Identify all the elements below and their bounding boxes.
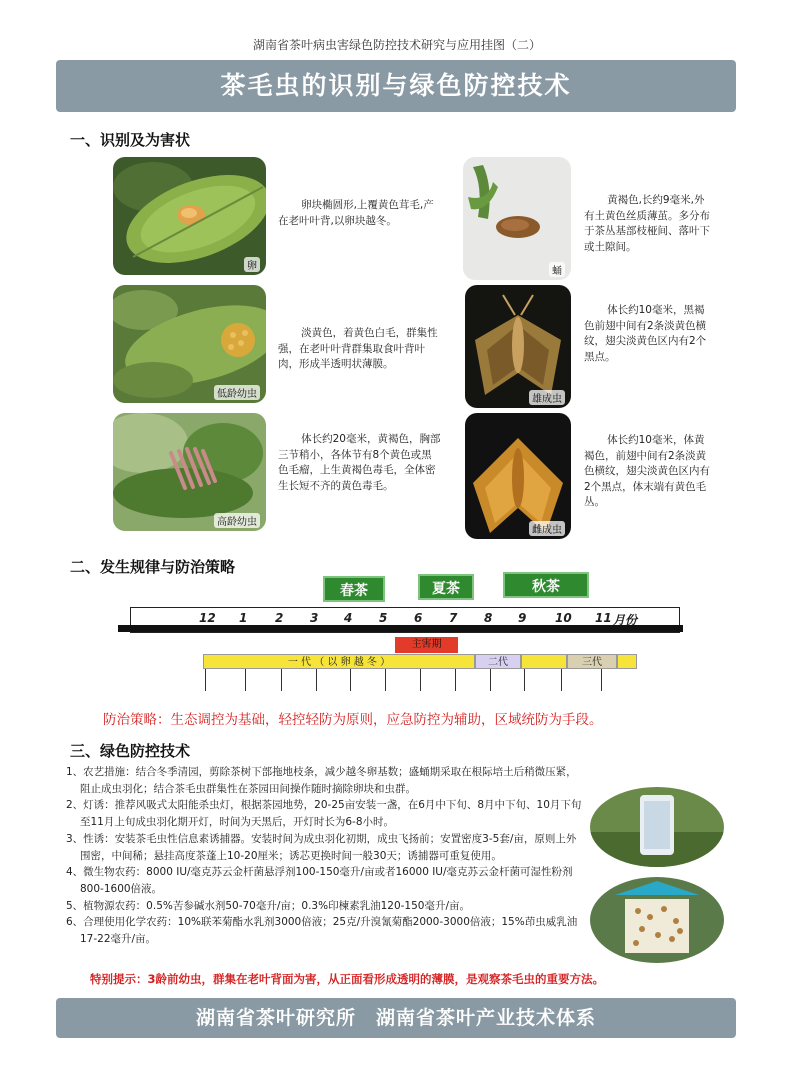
poster-title-banner (56, 60, 736, 112)
poster-subtitle: 湖南省茶叶病虫害绿色防控技术研究与应用挂图（二） (252, 38, 541, 52)
month-label: 6 (414, 611, 423, 625)
method-microbial: 4、微生物农药：8000 IU/毫克苏云金杆菌悬浮剂100-150毫升/亩或者16000 IU/毫克苏云金杆菌可湿性粉剂800-1600倍液。 (66, 866, 573, 895)
month-unit-label: 月份 (613, 613, 638, 627)
photo-label: 卵 (244, 257, 260, 272)
method-botanical: 5、植物源农药：0.5%苦参碱水剂50-70毫升/亩；0.3%印楝素乳油120-150毫升/亩。 (66, 899, 470, 912)
photo-light-trap (590, 787, 724, 867)
photo-old-larva (113, 413, 266, 531)
photo-label: 高龄幼虫 (214, 513, 260, 528)
timeline-tick (455, 669, 456, 691)
month-label: 1 (239, 611, 248, 625)
generation-1: 一 代 （ 以 卵 越 冬 ） (203, 654, 475, 669)
photo-pupa (463, 157, 571, 280)
section-identification-heading: 一、识别及为害状 (70, 131, 191, 149)
photo-male-adult (465, 285, 571, 408)
timeline-tick (245, 669, 246, 691)
season-summer-tea: 夏茶 (418, 574, 474, 600)
timeline-tick (561, 669, 562, 691)
month-label: 11 (595, 611, 612, 625)
timeline-tick (490, 669, 491, 691)
generation-gap (521, 654, 567, 669)
photo-egg (113, 157, 266, 275)
month-label: 3 (310, 611, 319, 625)
photo-label: 雄成虫 (529, 390, 565, 405)
desc-male-adult: 体长约10毫米，黑褐色前翅中间有2条淡黄色横纹，翅尖淡黄色区内有2个黑点。 (584, 304, 707, 363)
desc-egg: 卵块椭圆形,上覆黄色茸毛,产在老叶叶背,以卵块越冬。 (278, 199, 434, 227)
photo-label: 雌成虫 (529, 521, 565, 536)
method-agronomic: 1、农艺措施：结合冬季清园，剪除茶树下部拖地枝条，减少越冬卵基数；盛蛹期采取在根际培土后稍微压紧，阻止成虫羽化；结合茶毛虫群集性在茶园田间操作随时摘除卵块和虫群。 (66, 766, 577, 795)
footer-banner (56, 998, 736, 1038)
method-pheromone: 3、性诱：安装茶毛虫性信息素诱捕器。安装时间为成虫羽化初期，成虫飞扬前；安置密度3-5套/亩，原则上外围密，中间稀；悬挂高度茶蓬上10-20厘米；诱芯更换时间一般30天；诱捕器可重复使用。 (66, 832, 577, 862)
timeline-tick (281, 669, 282, 691)
month-label: 7 (449, 611, 458, 625)
footer-text: 湖南省茶叶研究所 湖南省茶叶产业技术体系 (195, 1007, 596, 1029)
generation-3: 三代 (567, 654, 617, 669)
photo-label: 蛹 (549, 262, 565, 277)
timeline-tick (601, 669, 602, 691)
timeline-tick (420, 669, 421, 691)
month-label: 12 (199, 611, 216, 625)
desc-young-larva: 淡黄色，着黄色白毛，群集性强，在老叶叶背群集取食叶背叶肉，形成半透明状薄膜。 (278, 327, 438, 370)
photo-young-larva (113, 285, 266, 403)
method-chemical: 6、合理使用化学农药：10%联苯菊酯水乳剂3000倍液；25克/升溴氰菊酯2000-3000倍液；15%茚虫威乳油17-22毫升/亩。 (66, 916, 578, 946)
month-label: 9 (518, 611, 527, 625)
desc-female-adult: 体长约10毫米，体黄褐色，前翅中间有2条淡黄色横纹，翅尖淡黄色区内有2个黑点，体末端有黄色毛丛。 (584, 434, 710, 508)
season-autumn-tea: 秋茶 (503, 572, 589, 598)
generation-2: 二代 (475, 654, 521, 669)
month-label: 4 (344, 611, 353, 625)
photo-label: 低龄幼虫 (214, 385, 260, 400)
timeline-tick (316, 669, 317, 691)
desc-pupa: 黄褐色,长约9毫米,外有土黄色丝质薄茧。多分布于茶丛基部枝桠间、落叶下或土隙间。 (584, 194, 710, 253)
timeline-tick (350, 669, 351, 691)
timeline-tick (205, 669, 206, 691)
month-label: 8 (484, 611, 493, 625)
desc-old-larva: 体长约20毫米，黄褐色，胸部三节稍小，各体节有8个黄色或黑色毛瘤，上生黄褐色毒毛，全体密生长短不齐的黄色毒毛。 (278, 433, 441, 492)
timeline-tick (385, 669, 386, 691)
timeline-tick (524, 669, 525, 691)
photo-pheromone-trap (590, 877, 724, 963)
timeline-axis-bar (118, 625, 683, 632)
control-methods-list (66, 764, 586, 948)
generation-tail (617, 654, 637, 669)
special-tip: 特别提示：3龄前幼虫，群集在老叶背面为害，从正面看形成透明的薄膜，是观察茶毛虫的重要方法。 (90, 972, 604, 986)
poster-title: 茶毛虫的识别与绿色防控技术 (220, 71, 572, 100)
photo-female-adult (465, 413, 571, 539)
section-green-control-heading: 三、绿色防控技术 (70, 742, 191, 760)
season-spring-tea: 春茶 (323, 576, 385, 602)
month-label: 2 (275, 611, 284, 625)
month-label: 5 (379, 611, 388, 625)
section-occurrence-heading: 二、发生规律与防治策略 (70, 558, 236, 576)
method-light-trap: 2、灯诱：推荐风吸式太阳能杀虫灯，根据茶园地势，20-25亩安装一盏，在6月中下旬、8月中下旬、10月下旬至11月上旬成虫羽化期开灯，时间为天黑后，开灯时长为6-8小时。 (66, 799, 582, 829)
peak-damage-period: 主害期 (395, 637, 458, 653)
month-label: 10 (555, 611, 572, 625)
control-strategy: 防治策略：生态调控为基础，轻控轻防为原则，应急防控为辅助，区域统防为手段。 (103, 712, 603, 728)
